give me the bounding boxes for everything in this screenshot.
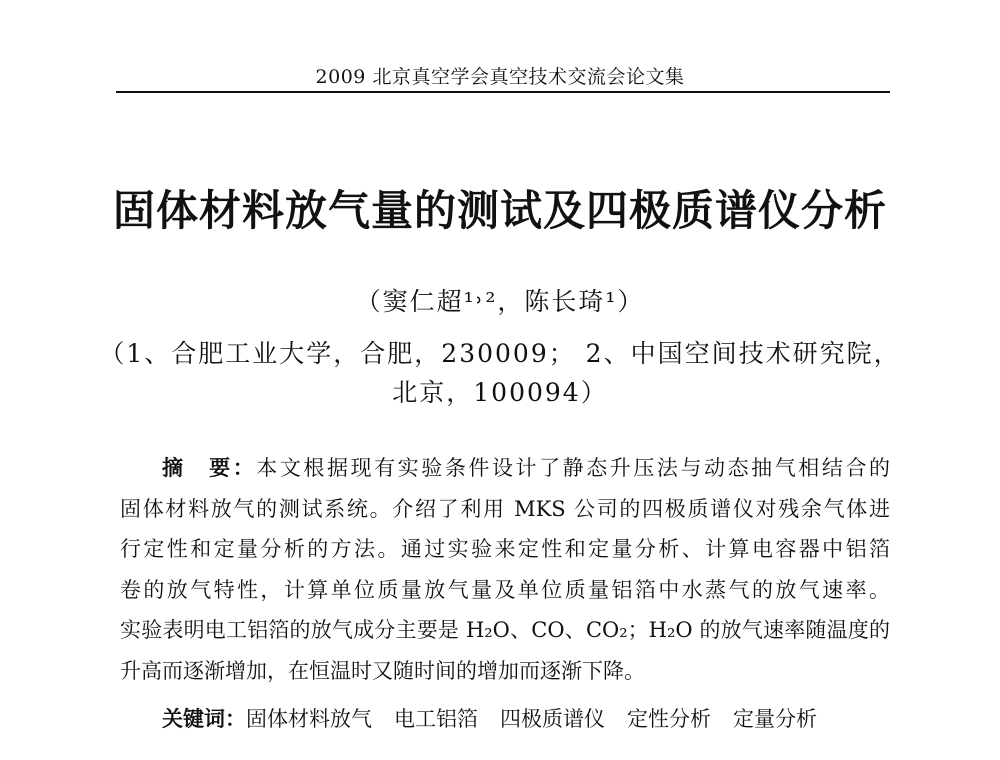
- abstract-line: 行定性和定量分析的方法。通过实验来定性和定量分析、计算电容器中铝箔: [120, 537, 890, 561]
- keyword: 电工铝箔: [394, 707, 478, 731]
- paper-title: 固体材料放气量的测试及四极质谱仪分析: [112, 186, 887, 235]
- keyword: 四极质谱仪: [500, 707, 605, 731]
- header-rule: [116, 91, 890, 93]
- keywords-label: 关键词：: [162, 707, 246, 731]
- abstract-line: 固体材料放气的测试系统。介绍了利用 MKS 公司的四极质谱仪对残余气体进: [120, 496, 890, 521]
- authors: （窦仁超¹˒²，陈长琦¹）: [355, 287, 645, 316]
- abstract-label: 摘 要：: [162, 456, 257, 480]
- keyword: 定量分析: [733, 707, 817, 731]
- keyword: 定性分析: [627, 707, 711, 731]
- abstract-line: 实验表明电工铝箔的放气成分主要是 H₂O、CO、CO₂；H₂O 的放气速率随温度的: [120, 618, 890, 642]
- affiliation-line-2: 北京，100094）: [392, 378, 608, 407]
- running-header: 2009 北京真空学会真空技术交流会论文集: [315, 66, 685, 88]
- abstract: [120, 448, 890, 691]
- affiliation-line-1: （1、合肥工业大学，合肥，230009； 2、中国空间技术研究院，: [99, 339, 901, 368]
- keywords: [162, 703, 839, 733]
- abstract-line: 升高而逐渐增加，在恒温时又随时间的增加而逐渐下降。: [120, 658, 645, 683]
- keyword: 固体材料放气: [246, 707, 372, 731]
- abstract-text: 本文根据现有实验条件设计了静态升压法与动态抽气相结合的: [256, 456, 891, 480]
- abstract-line: [120, 448, 890, 489]
- abstract-line: 卷的放气特性，计算单位质量放气量及单位质量铝箔中水蒸气的放气速率。: [120, 577, 890, 602]
